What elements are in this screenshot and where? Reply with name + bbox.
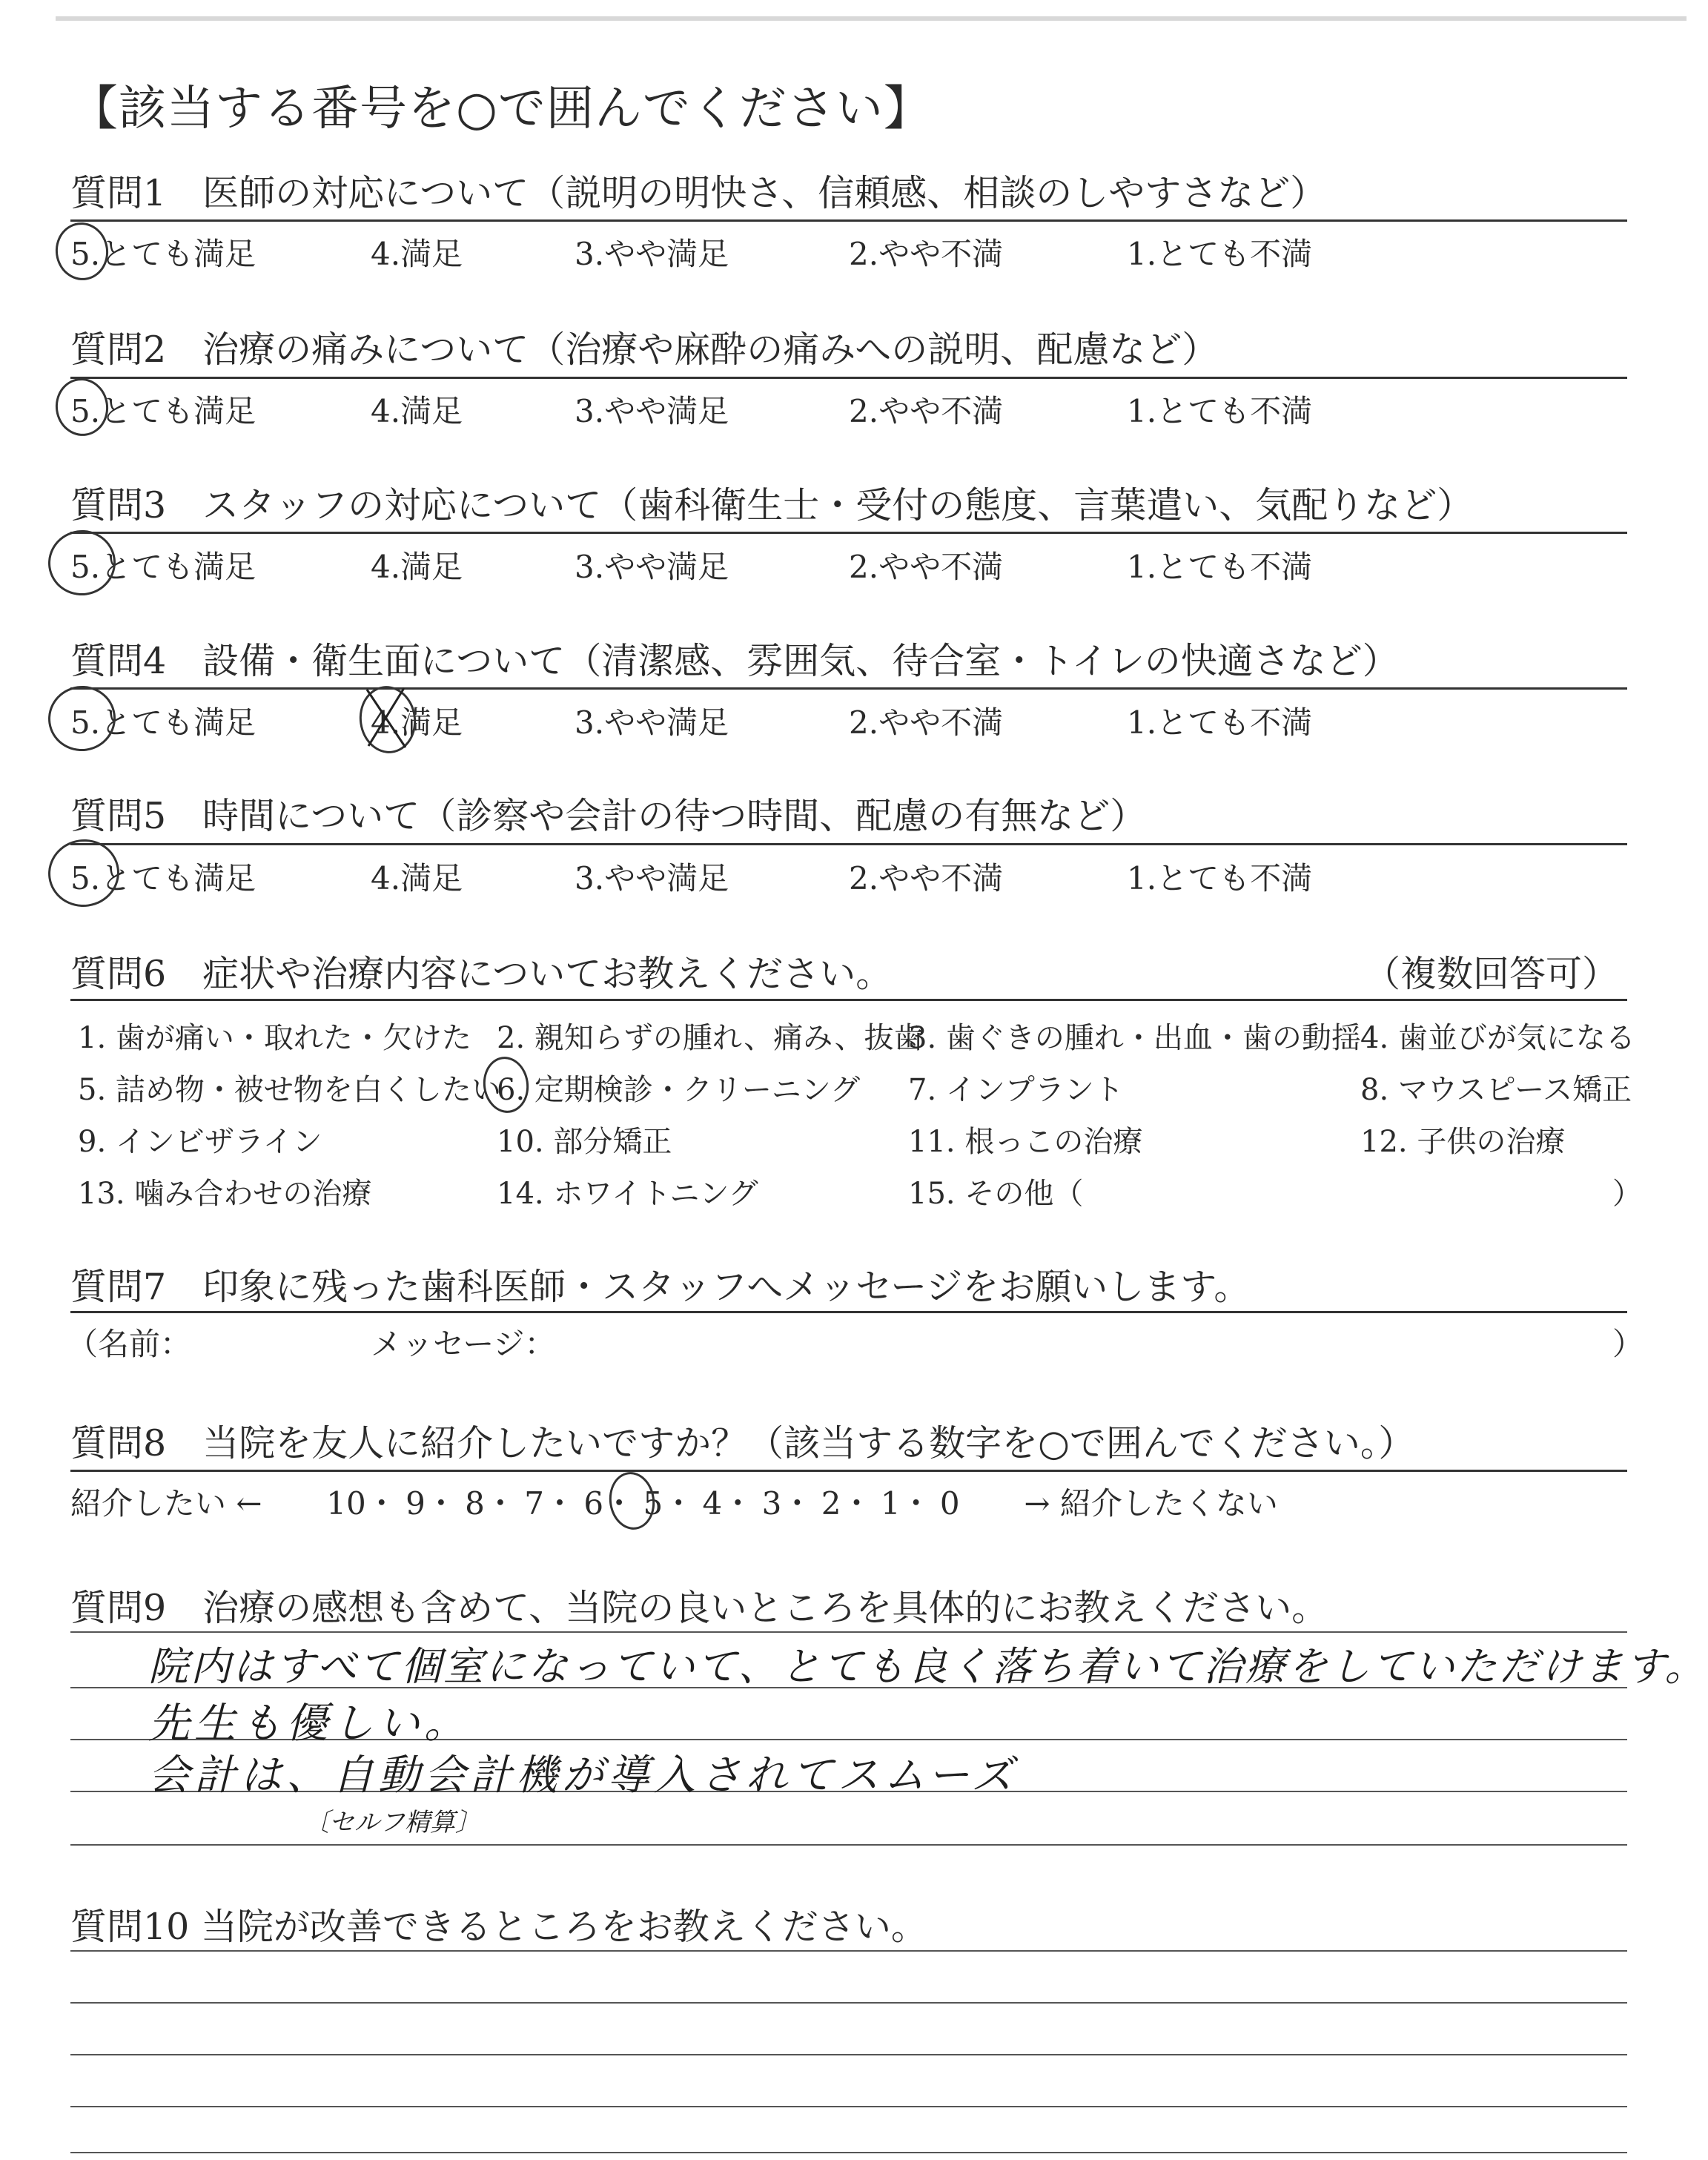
q1-title: 質問1 医師の対応について（説明の明快さ、信頼感、相談のしやすさなど）	[70, 172, 1327, 214]
q5-option-4[interactable]: 4.満足	[371, 860, 463, 896]
q10-line-2	[70, 2002, 1627, 2004]
q6-option-15-close: ）	[1612, 1177, 1642, 1211]
q4-cross-out-mark	[360, 682, 411, 753]
q3-selected-circle	[44, 526, 119, 600]
q6-option-3[interactable]: 3. 歯ぐきの腫れ・出血・歯の動揺	[908, 1021, 1361, 1055]
q9-line-1	[70, 1631, 1627, 1633]
scan-top-edge	[56, 16, 1687, 21]
q9-answer-line-2: 先生も優しい。	[148, 1700, 470, 1748]
q6-option-12[interactable]: 12. 子供の治療	[1360, 1125, 1566, 1159]
q1-option-3[interactable]: 3.やや満足	[575, 236, 729, 272]
q3-option-5[interactable]: 5.とても満足	[70, 549, 256, 585]
q9-answer-line-3: 会計は、自動会計機が導入されてスムーズ	[148, 1751, 1018, 1800]
q3-title: 質問3 スタッフの対応について（歯科衛生士・受付の態度、言葉遣い、気配りなど）	[70, 484, 1474, 526]
q8-scale-3[interactable]: 3	[761, 1485, 782, 1522]
q6-option-11[interactable]: 11. 根っこの治療	[908, 1125, 1143, 1159]
q6-option-4[interactable]: 4. 歯並びが気になる	[1360, 1021, 1635, 1055]
q6-rule	[70, 999, 1627, 1001]
q6-option-2[interactable]: 2. 親知らずの腫れ、痛み、抜歯	[497, 1021, 924, 1055]
q2-title: 質問2 治療の痛みについて（治療や麻酔の痛みへの説明、配慮など）	[70, 328, 1219, 371]
q9-answer-note: 〔セルフ精算〕	[304, 1808, 480, 1837]
q4-option-1[interactable]: 1.とても不満	[1127, 704, 1313, 741]
q6-note: （複数回答可）	[1364, 953, 1619, 995]
q8-rule	[70, 1470, 1627, 1472]
q7-name-label: （名前：	[67, 1326, 192, 1362]
q7-title: 質問7 印象に残った歯科医師・スタッフへメッセージをお願いします。	[70, 1266, 1251, 1308]
q8-scale-row: 紹介したい ← 10・ 9・ 8・ 7・ 6・ 5・ 4・ 3・ 2・ 1・ 0 → 紹介したくない	[70, 1485, 1278, 1522]
q3-option-3[interactable]: 3.やや満足	[575, 549, 729, 585]
q8-scale-7[interactable]: 7	[524, 1485, 544, 1522]
q8-scale-4[interactable]: 4	[702, 1485, 723, 1522]
q6-option-13[interactable]: 13. 噛み合わせの治療	[78, 1177, 372, 1211]
q6-option-14[interactable]: 14. ホワイトニング	[497, 1177, 758, 1211]
q3-option-4[interactable]: 4.満足	[371, 549, 463, 585]
q6-option-6[interactable]: 6. 定期検診・クリーニング	[497, 1073, 861, 1107]
q6-option-7[interactable]: 7. インプラント	[908, 1073, 1124, 1107]
q2-option-3[interactable]: 3.やや満足	[575, 393, 729, 429]
q7-rule	[70, 1311, 1627, 1313]
q10-line-4	[70, 2106, 1627, 2107]
q8-title: 質問8 当院を友人に紹介したいですか？（該当する数字を○で囲んでください。）	[70, 1422, 1415, 1464]
q9-line-5	[70, 1844, 1627, 1846]
q6-option-15[interactable]: 15. その他（	[908, 1177, 1084, 1211]
q6-title: 質問6 症状や治療内容についてお教えください。	[70, 953, 893, 995]
q8-scale-1[interactable]: 1	[880, 1485, 901, 1522]
q5-selected-circle	[44, 835, 124, 911]
q2-option-4[interactable]: 4.満足	[371, 393, 463, 429]
q10-line-5	[70, 2152, 1627, 2153]
q2-rule	[70, 377, 1627, 379]
q4-option-5[interactable]: 5.とても満足	[70, 704, 256, 741]
q1-option-5[interactable]: 5.とても満足	[70, 236, 256, 272]
q5-option-3[interactable]: 3.やや満足	[575, 860, 729, 896]
q10-title: 質問10 当院が改善できるところをお教えください。	[70, 1906, 927, 1948]
q3-option-1[interactable]: 1.とても不満	[1127, 549, 1313, 585]
q3-rule	[70, 532, 1627, 534]
form-header: 【該当する番号を○で囲んでください】	[70, 82, 932, 136]
q8-right-label: → 紹介したくない	[1024, 1485, 1278, 1522]
q4-option-2[interactable]: 2.やや不満	[849, 704, 1004, 741]
q1-rule	[70, 219, 1627, 222]
q4-selected-circle	[44, 681, 119, 756]
q9-answer-line-1: 院内はすべて個室になっていて、とても良く落ち着いて治療をしていただけます。	[148, 1643, 1707, 1690]
q6-option-8[interactable]: 8. マウスピース矯正	[1360, 1073, 1632, 1107]
q6-option-1[interactable]: 1. 歯が痛い・取れた・欠けた	[78, 1021, 471, 1055]
q7-close-paren: ）	[1612, 1326, 1644, 1362]
q8-scale-9[interactable]: 9	[406, 1485, 426, 1522]
q6-option-5[interactable]: 5. 詰め物・被せ物を白くしたい	[78, 1073, 501, 1107]
q8-scale-10[interactable]: 10	[326, 1485, 366, 1522]
q2-option-5[interactable]: 5.とても満足	[70, 393, 256, 429]
q4-title: 質問4 設備・衛生面について（清潔感、雰囲気、待合室・トイレの快適さなど）	[70, 640, 1399, 682]
q2-option-1[interactable]: 1.とても不満	[1127, 393, 1313, 429]
q4-option-4[interactable]: 4.満足	[371, 704, 463, 741]
q6-option-10[interactable]: 10. 部分矯正	[497, 1125, 672, 1159]
q7-message-label: メッセージ：	[371, 1326, 556, 1362]
q10-line-3	[70, 2054, 1627, 2055]
q2-option-2[interactable]: 2.やや不満	[849, 393, 1004, 429]
q8-scale-6[interactable]: 6	[583, 1485, 604, 1522]
q8-left-label: 紹介したい ←	[70, 1485, 262, 1522]
q8-scale-8[interactable]: 8	[465, 1485, 485, 1522]
q9-title: 質問9 治療の感想も含めて、当院の良いところを具体的にお教えください。	[70, 1587, 1328, 1629]
q1-option-4[interactable]: 4.満足	[371, 236, 463, 272]
q1-option-2[interactable]: 2.やや不満	[849, 236, 1004, 272]
q5-option-5[interactable]: 5.とても満足	[70, 860, 256, 896]
q8-scale-5[interactable]: 5	[643, 1485, 663, 1522]
q5-option-1[interactable]: 1.とても不満	[1127, 860, 1313, 896]
q5-title: 質問5 時間について（診察や会計の待つ時間、配慮の有無など）	[70, 795, 1147, 837]
q10-line-1	[70, 1950, 1627, 1952]
q8-scale-0[interactable]: 0	[939, 1485, 960, 1522]
q5-option-2[interactable]: 2.やや不満	[849, 860, 1004, 896]
q4-rule	[70, 687, 1627, 690]
q3-option-2[interactable]: 2.やや不満	[849, 549, 1004, 585]
q4-option-3[interactable]: 3.やや満足	[575, 704, 729, 741]
q6-option-9[interactable]: 9. インビザライン	[78, 1125, 322, 1159]
q8-scale-2[interactable]: 2	[821, 1485, 841, 1522]
q5-rule	[70, 843, 1627, 845]
q1-option-1[interactable]: 1.とても不満	[1127, 236, 1313, 272]
